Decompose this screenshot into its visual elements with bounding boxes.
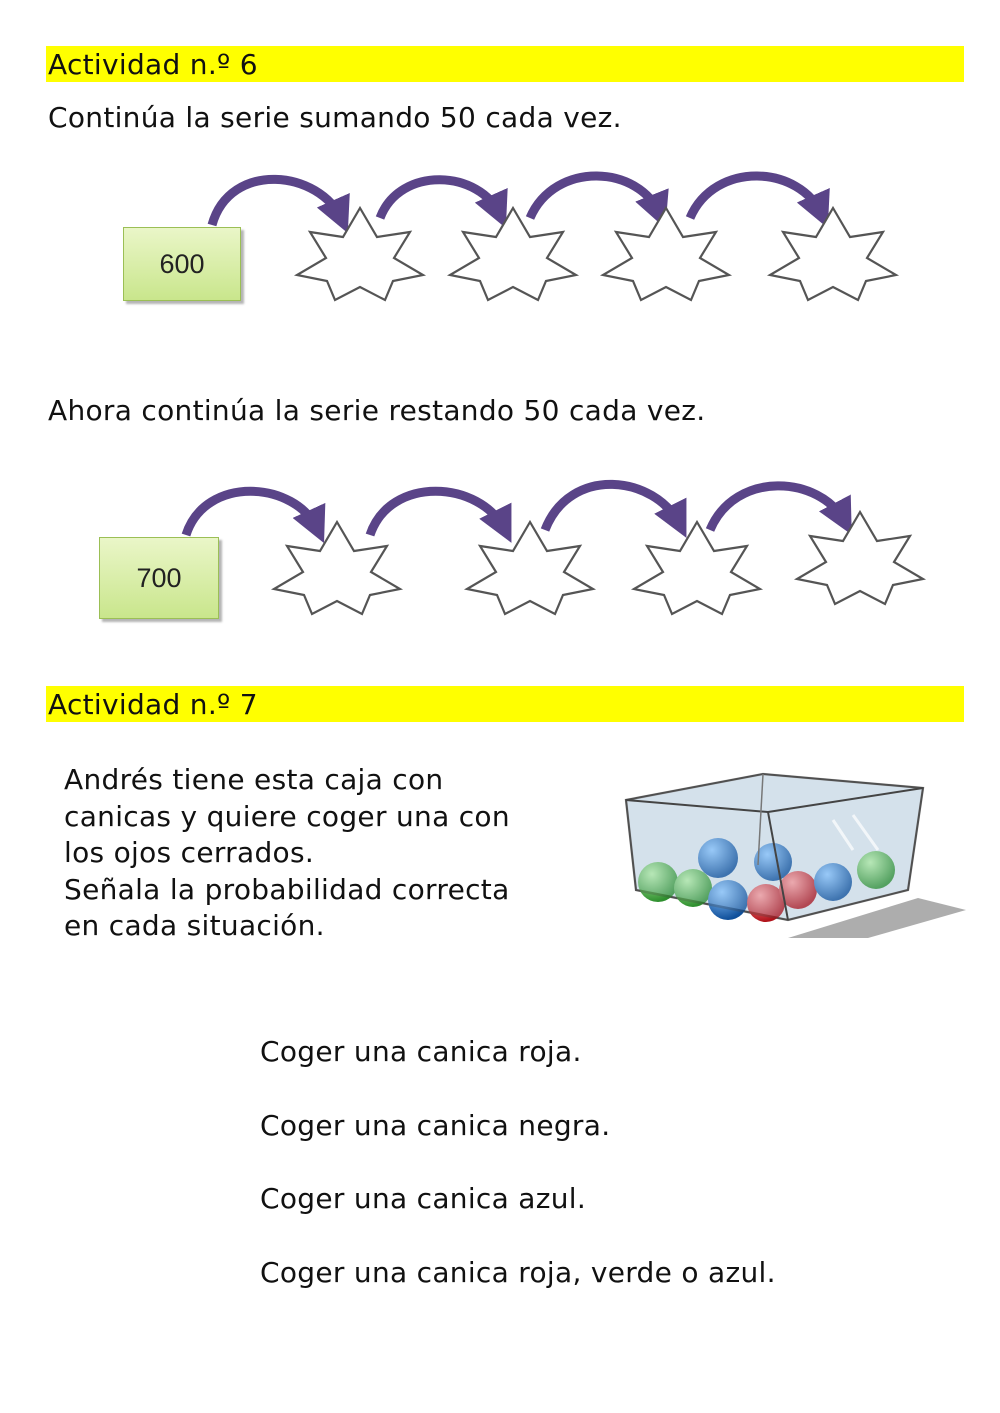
star-answer-2 xyxy=(450,208,576,300)
star-answer-3 xyxy=(603,208,729,300)
description-line: canicas y quiere coger una con xyxy=(64,799,510,833)
description-line: Señala la probabilidad correcta xyxy=(64,872,510,906)
arrow-4 xyxy=(690,176,822,218)
description-line: en cada situación. xyxy=(64,909,325,943)
marble-box-illustration xyxy=(618,770,970,945)
option-red[interactable]: Coger una canica roja. xyxy=(260,1035,582,1068)
instruction-subtract: Ahora continúa la serie restando 50 cada vez. xyxy=(48,394,706,427)
arrow-1 xyxy=(212,179,342,225)
arrow-3 xyxy=(530,176,660,218)
instruction-add: Continúa la serie sumando 50 cada vez. xyxy=(48,101,622,134)
description-line: los ojos cerrados. xyxy=(64,836,315,870)
star-answer-1 xyxy=(274,522,400,614)
series-add-graphics xyxy=(0,160,1000,340)
probability-options xyxy=(260,1032,776,1326)
description-line: Andrés tiene esta caja con xyxy=(64,763,444,796)
series-subtract xyxy=(0,470,1000,650)
activity-7-heading: Actividad n.º 7 xyxy=(46,686,964,722)
series-subtract-graphics xyxy=(0,470,1000,650)
arrow-4 xyxy=(710,486,845,530)
activity-6-heading: Actividad n.º 6 xyxy=(46,46,964,82)
star-answer-1 xyxy=(297,208,423,300)
star-answer-4 xyxy=(797,512,923,604)
option-black[interactable]: Coger una canica negra. xyxy=(260,1108,611,1142)
option-red-green-blue[interactable]: Coger una canica roja, verde o azul. xyxy=(260,1255,776,1289)
arrow-2 xyxy=(380,180,500,218)
arrow-2 xyxy=(370,491,505,535)
star-answer-3 xyxy=(634,522,760,614)
star-answer-4 xyxy=(770,208,896,300)
arrow-3 xyxy=(545,484,680,530)
arrow-1 xyxy=(186,491,318,535)
activity-7-description xyxy=(64,762,510,945)
start-value-box-2: 700 xyxy=(99,537,219,619)
star-answer-2 xyxy=(467,522,593,614)
start-value-box: 600 xyxy=(123,227,241,301)
series-add xyxy=(0,160,1000,340)
option-blue[interactable]: Coger una canica azul. xyxy=(260,1182,587,1215)
